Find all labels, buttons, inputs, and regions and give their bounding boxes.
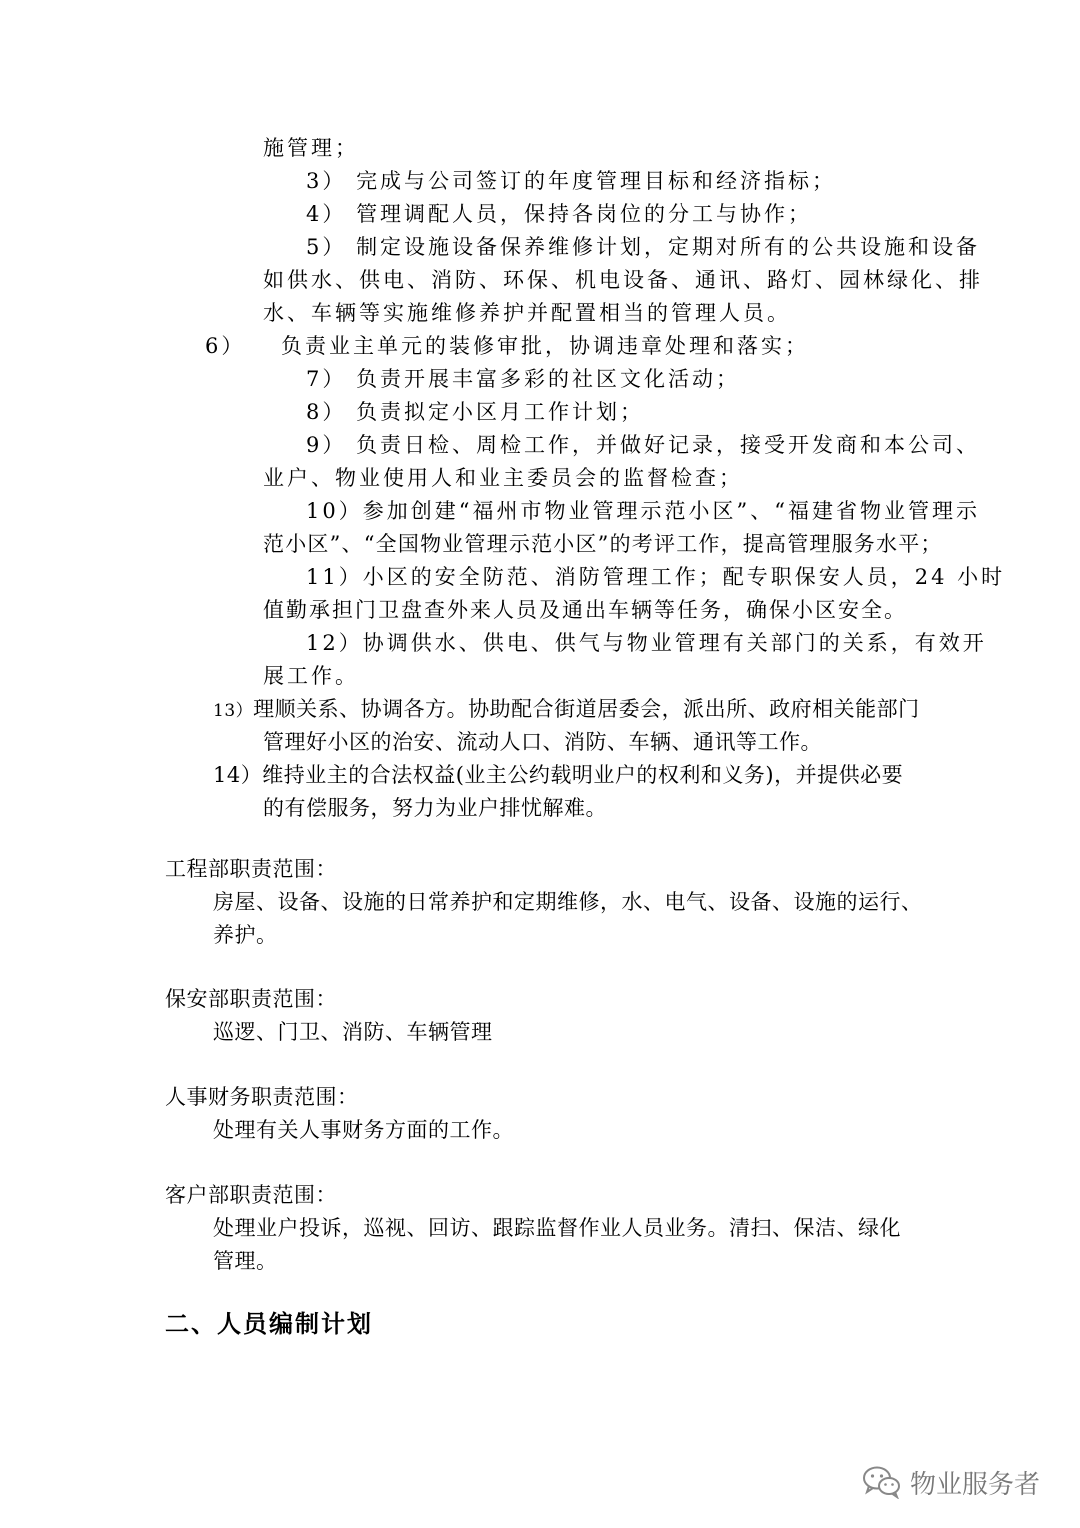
security-text: 巡逻、门卫、消防、车辆管理 [213, 1020, 493, 1044]
list-item-5-cont: 水、车辆等实施维修养护并配置相当的管理人员。 [263, 301, 791, 325]
list-number: 9） [306, 433, 347, 457]
list-text: 小区的安全防范、消防管理工作；配专职保安人员，24 小时 [362, 565, 1006, 589]
list-item-11 [306, 561, 1005, 593]
list-item-4 [306, 198, 812, 230]
list-number: 12） [306, 631, 363, 655]
wechat-icon [862, 1465, 902, 1499]
list-item-7 [306, 363, 740, 395]
watermark [862, 1462, 1040, 1502]
list-number: 8） [306, 400, 347, 424]
list-number: 6） [205, 334, 246, 358]
list-text: 制定设施设备保养维修计划，定期对所有的公共设施和设备 [356, 235, 981, 259]
list-item-9-cont: 业户、物业使用人和业主委员会的监督检查； [263, 466, 743, 490]
list-text: 负责开展丰富多彩的社区文化活动； [356, 367, 741, 391]
engineering-text-cont: 养护。 [213, 923, 278, 947]
list-item-13-cont: 管理好小区的治安、流动人口、消防、车辆、通讯等工作。 [263, 730, 822, 754]
list-number: 5） [306, 235, 347, 259]
list-item-13 [213, 693, 920, 727]
security-title: 保安部职责范围： [165, 987, 337, 1011]
list-number: 10） [306, 499, 363, 523]
list-number: 7） [306, 367, 347, 391]
list-text: 完成与公司签订的年度管理目标和经济指标； [356, 169, 837, 193]
list-item-10 [306, 495, 980, 527]
customer-text-cont: 管理。 [213, 1249, 278, 1273]
list-number: 3） [306, 169, 347, 193]
list-number: 13） [213, 701, 254, 721]
list-item-5 [306, 231, 980, 263]
list-item-6 [205, 330, 809, 362]
list-text: 管理调配人员，保持各岗位的分工与协作； [356, 202, 813, 226]
hr-finance-title: 人事财务职责范围： [165, 1085, 359, 1109]
list-item-12-cont: 展工作。 [263, 664, 359, 688]
list-text: 负责拟定小区月工作计划； [356, 400, 645, 424]
engineering-text: 房屋、设备、设施的日常养护和定期维修，水、电气、设备、设施的运行、 [213, 890, 923, 914]
list-item-8 [306, 396, 644, 428]
list-text: 维持业主的合法权益(业主公约载明业户的权利和义务)，并提供必要 [262, 763, 904, 787]
list-item-14-cont: 的有偿服务，努力为业户排忧解难。 [263, 796, 607, 820]
engineering-title: 工程部职责范围： [165, 857, 337, 881]
list-text: 协调供水、供电、供气与物业管理有关部门的关系，有效开 [362, 631, 987, 655]
list-number: 4） [306, 202, 347, 226]
list-number: 11） [306, 565, 363, 589]
list-text: 负责日检、周检工作，并做好记录，接受开发商和本公司、 [356, 433, 981, 457]
customer-text: 处理业户投诉，巡视、回访、跟踪监督作业人员业务。清扫、保洁、绿化 [213, 1216, 901, 1240]
list-text: 理顺关系、协调各方。协助配合街道居委会，派出所、政府相关能部门 [253, 697, 920, 721]
list-item-11-cont: 值勤承担门卫盘查外来人员及通出车辆等任务，确保小区安全。 [263, 598, 907, 622]
list-item-14 [213, 759, 903, 791]
list-text: 参加创建“福州市物业管理示范小区”、“福建省物业管理示 [362, 499, 980, 523]
section-heading: 二、人员编制计划 [165, 1310, 373, 1338]
list-item-10-cont: 范小区”、“全国物业管理示范小区”的考评工作，提高管理服务水平； [263, 532, 943, 556]
hr-finance-text: 处理有关人事财务方面的工作。 [213, 1118, 514, 1142]
list-item-9 [306, 429, 980, 461]
list-text: 负责业主单元的装修审批，协调违章处理和落实； [281, 334, 809, 358]
list-item-3 [306, 165, 836, 197]
watermark-text: 物业服务者 [910, 1469, 1041, 1500]
carry-over-line: 施管理； [263, 136, 359, 160]
list-number: 14） [213, 763, 263, 787]
customer-title: 客户部职责范围： [165, 1183, 337, 1207]
list-item-5-cont: 如供水、供电、消防、环保、机电设备、通讯、路灯、园林绿化、排 [263, 268, 983, 292]
list-item-12 [306, 627, 987, 659]
